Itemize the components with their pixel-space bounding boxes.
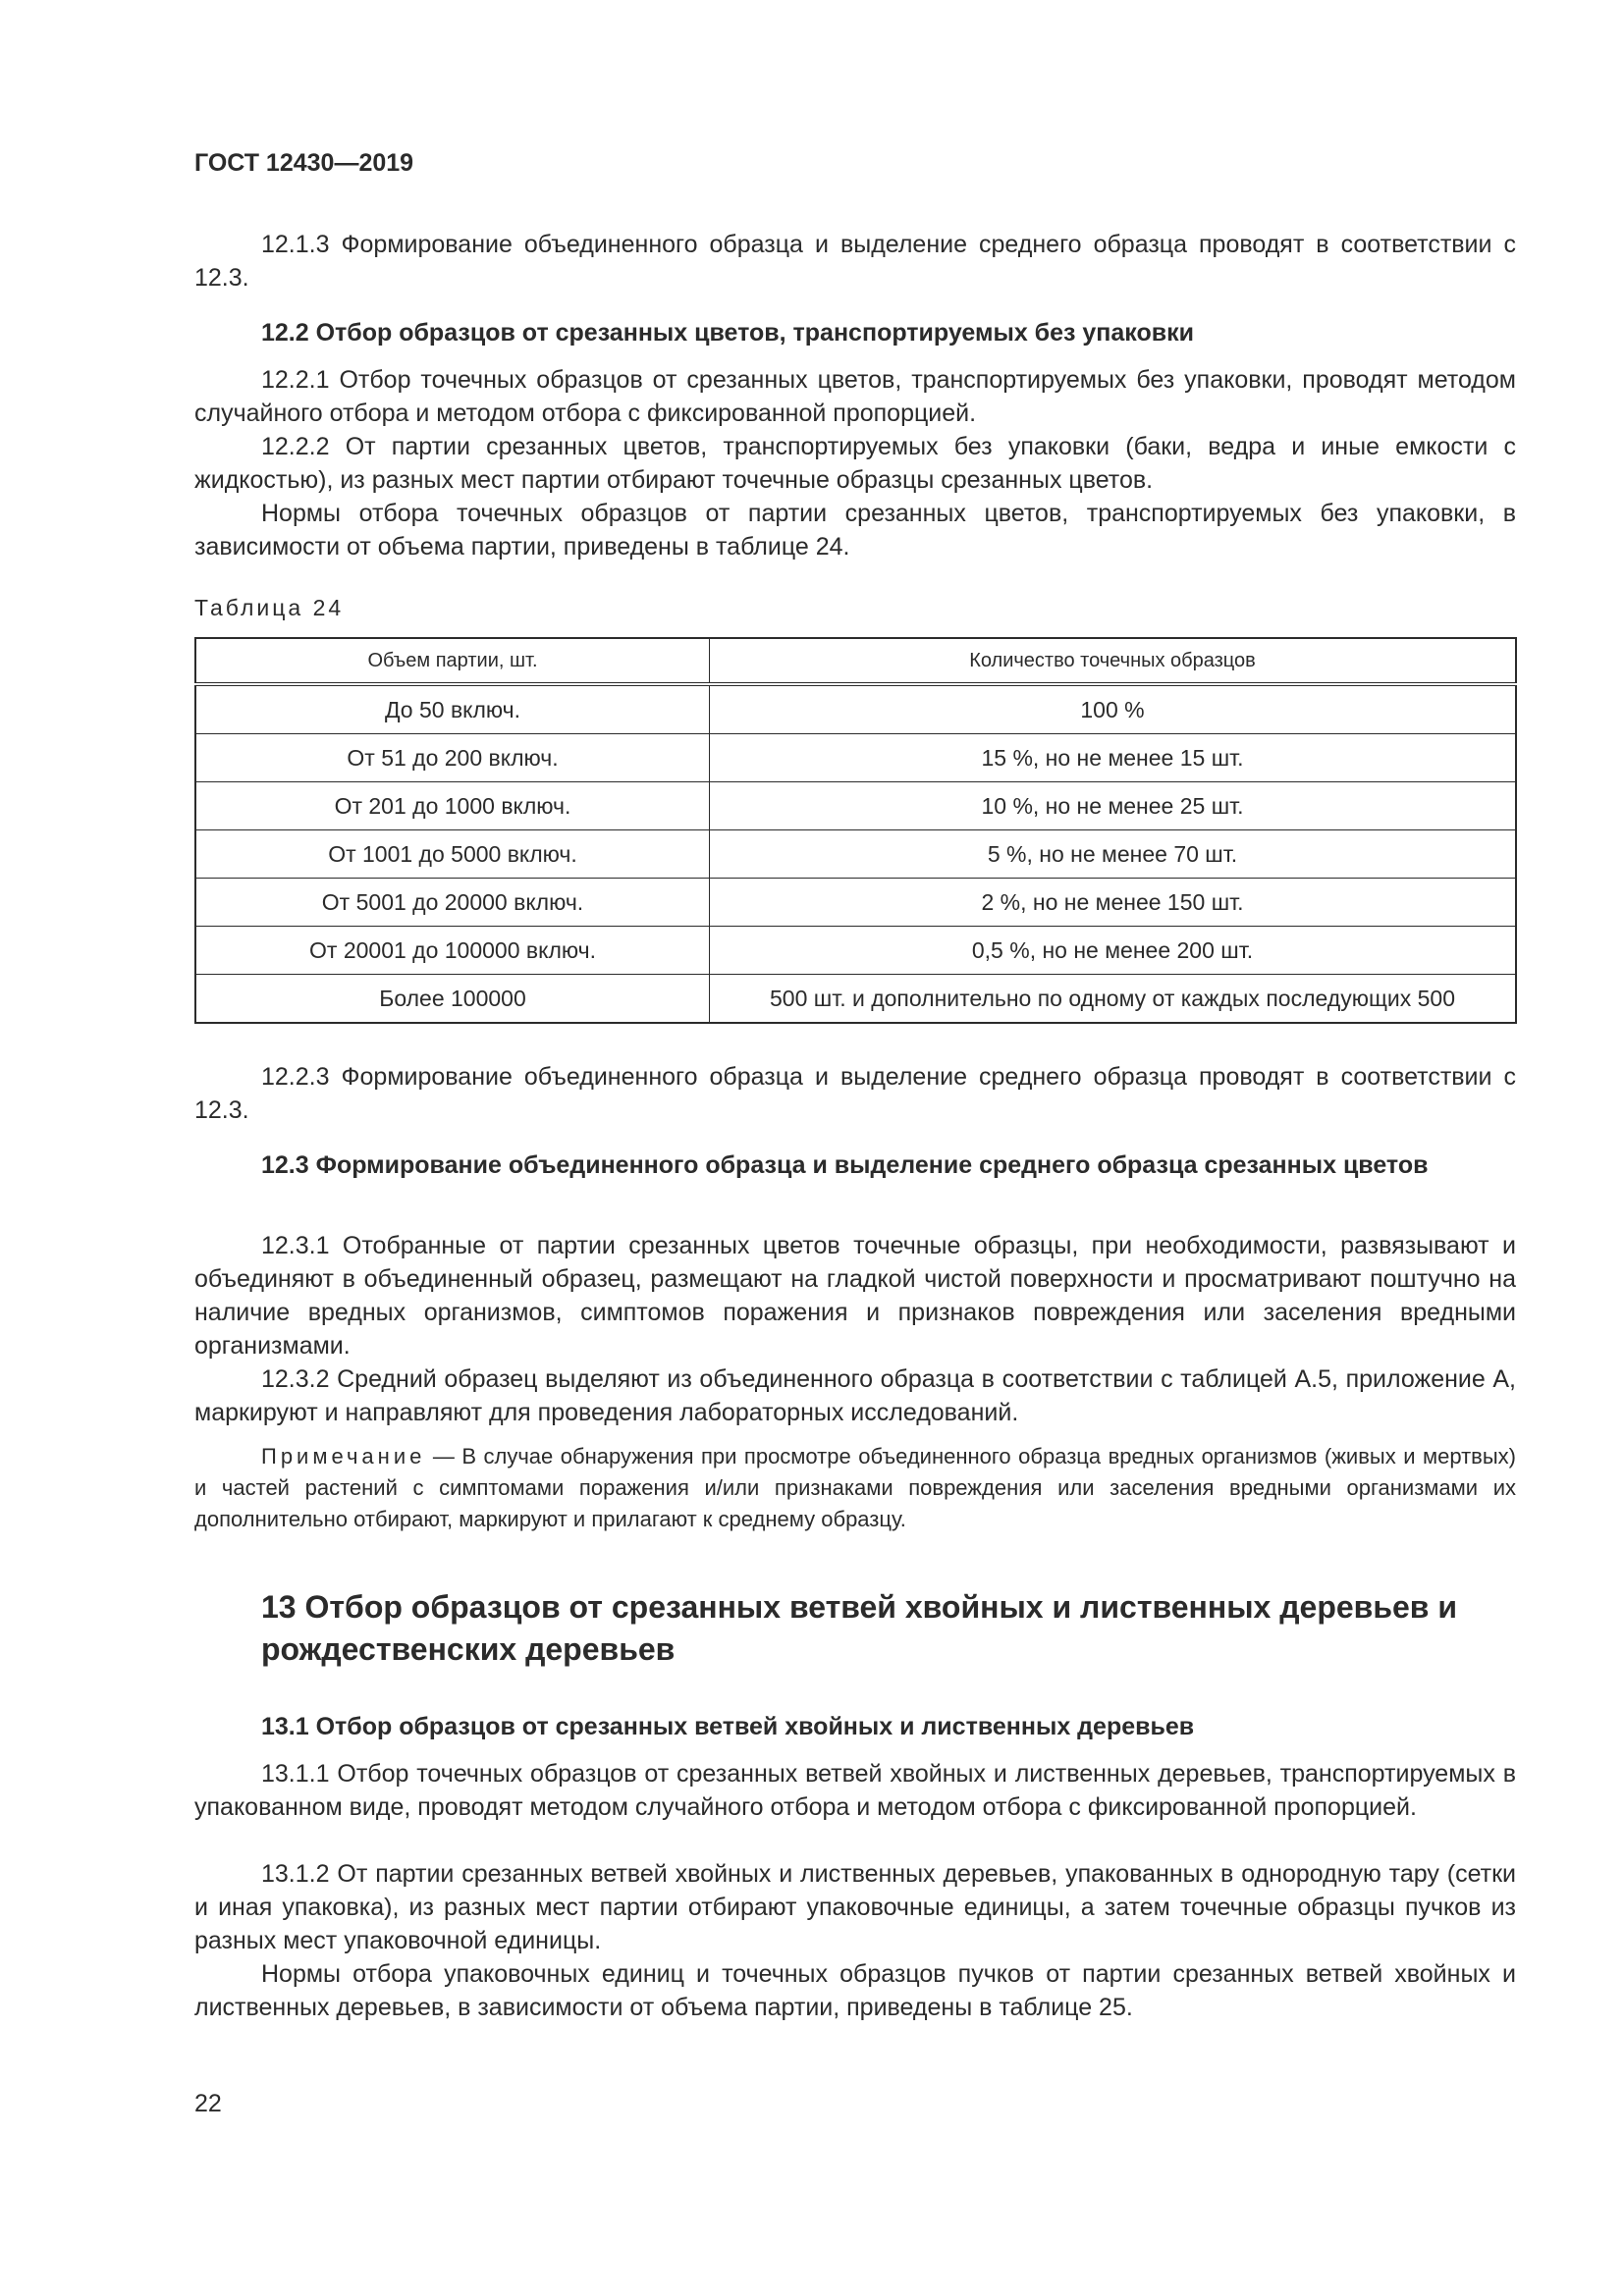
paragraph-12-1-3: 12.1.3 Формирование объединенного образца и выделение среднего образца проводят в соответствии с 12.3.	[194, 231, 1516, 292]
table-cell: До 50 включ.	[195, 684, 710, 734]
table-cell: От 5001 до 20000 включ.	[195, 879, 710, 927]
subsection-heading-12-2: 12.2 Отбор образцов от срезанных цветов, транспортируемых без упаковки	[261, 319, 1194, 347]
table-cell: 10 %, но не менее 25 шт.	[710, 782, 1517, 830]
table-row	[195, 830, 1516, 879]
section-heading-13: 13 Отбор образцов от срезанных ветвей хвойных и лиственных деревьев и рождественских деревьев	[261, 1589, 1458, 1667]
table-header-row	[195, 638, 1516, 684]
table-row	[195, 975, 1516, 1024]
table-row	[195, 879, 1516, 927]
table-cell: 100 %	[710, 684, 1517, 734]
paragraph-13-1-1: 13.1.1 Отбор точечных образцов от срезанных ветвей хвойных и лиственных деревьев, транспортируемых в упакованном виде, проводят методом случайного отбора и методом отбора с фиксированной пропорцией.	[194, 1760, 1516, 1821]
document-code: ГОСТ 12430—2019	[194, 149, 414, 177]
paragraph-12-3-2: 12.3.2 Средний образец выделяют из объединенного образца в соответствии с таблицей А.5, приложение А, маркируют и направляют для проведения лабораторных исследований.	[194, 1365, 1516, 1426]
table-row	[195, 734, 1516, 782]
table-cell: Более 100000	[195, 975, 710, 1024]
table-cell: 0,5 %, но не менее 200 шт.	[710, 927, 1517, 975]
table-row	[195, 684, 1516, 734]
table-header-cell: Количество точечных образцов	[710, 638, 1517, 684]
paragraph-12-3-1: 12.3.1 Отобранные от партии срезанных цветов точечные образцы, при необходимости, развязывают и объединяют в объединенный образец, размещают на гладкой чистой поверхности и просматривают поштучно на наличие вредных организмов, симптомов поражения и признаков повреждения или заселения вредными организмами.	[194, 1232, 1516, 1360]
table-24	[194, 637, 1517, 1024]
paragraph-12-2-2: 12.2.2 От партии срезанных цветов, транспортируемых без упаковки (баки, ведра и иные емкости с жидкостью), из разных мест партии отбирают точечные образцы срезанных цветов.	[194, 433, 1516, 494]
table-header-cell: Объем партии, шт.	[195, 638, 710, 684]
table-row	[195, 782, 1516, 830]
table-row	[195, 927, 1516, 975]
note	[194, 1441, 1516, 1535]
note-label: Примечание	[261, 1444, 426, 1468]
subsection-heading-12-3: 12.3 Формирование объединенного образца и выделение среднего образца срезанных цветов	[261, 1151, 1429, 1179]
table-caption: Таблица 24	[194, 595, 345, 620]
table-cell: 5 %, но не менее 70 шт.	[710, 830, 1517, 879]
table-cell: 500 шт. и дополнительно по одному от каждых последующих 500	[710, 975, 1517, 1024]
table-cell: От 20001 до 100000 включ.	[195, 927, 710, 975]
paragraph-12-2-1: 12.2.1 Отбор точечных образцов от срезанных цветов, транспортируемых без упаковки, проводят методом случайного отбора и методом отбора с фиксированной пропорцией.	[194, 366, 1516, 427]
paragraph-norms-table-24: Нормы отбора точечных образцов от партии срезанных цветов, транспортируемых без упаковки, в зависимости от объема партии, приведены в таблице 24.	[194, 500, 1516, 561]
table-cell: От 51 до 200 включ.	[195, 734, 710, 782]
table-cell: 2 %, но не менее 150 шт.	[710, 879, 1517, 927]
table-cell: От 201 до 1000 включ.	[195, 782, 710, 830]
subsection-heading-13-1: 13.1 Отбор образцов от срезанных ветвей хвойных и лиственных деревьев	[261, 1713, 1195, 1740]
paragraph-12-2-3: 12.2.3 Формирование объединенного образца и выделение среднего образца проводят в соответствии с 12.3.	[194, 1063, 1516, 1124]
page-number: 22	[194, 2090, 222, 2117]
table-cell: 15 %, но не менее 15 шт.	[710, 734, 1517, 782]
table-cell: От 1001 до 5000 включ.	[195, 830, 710, 879]
note-text: — В случае обнаружения при просмотре объединенного образца вредных организмов (живых и мертвых) и частей растений с симптомами поражения и/или признаками повреждения или заселения вредными организмами их дополнительно отбирают, маркируют и прилагают к среднему образцу.	[194, 1444, 1516, 1531]
paragraph-norms-table-25: Нормы отбора упаковочных единиц и точечных образцов пучков от партии срезанных ветвей хвойных и лиственных деревьев, в зависимости от объема партии, приведены в таблице 25.	[194, 1960, 1516, 2021]
paragraph-13-1-2: 13.1.2 От партии срезанных ветвей хвойных и лиственных деревьев, упакованных в однородную тару (сетки и иная упаковка), из разных мест партии отбирают упаковочные единицы, а затем точечные образцы пучков из разных мест упаковочной единицы.	[194, 1860, 1516, 1954]
